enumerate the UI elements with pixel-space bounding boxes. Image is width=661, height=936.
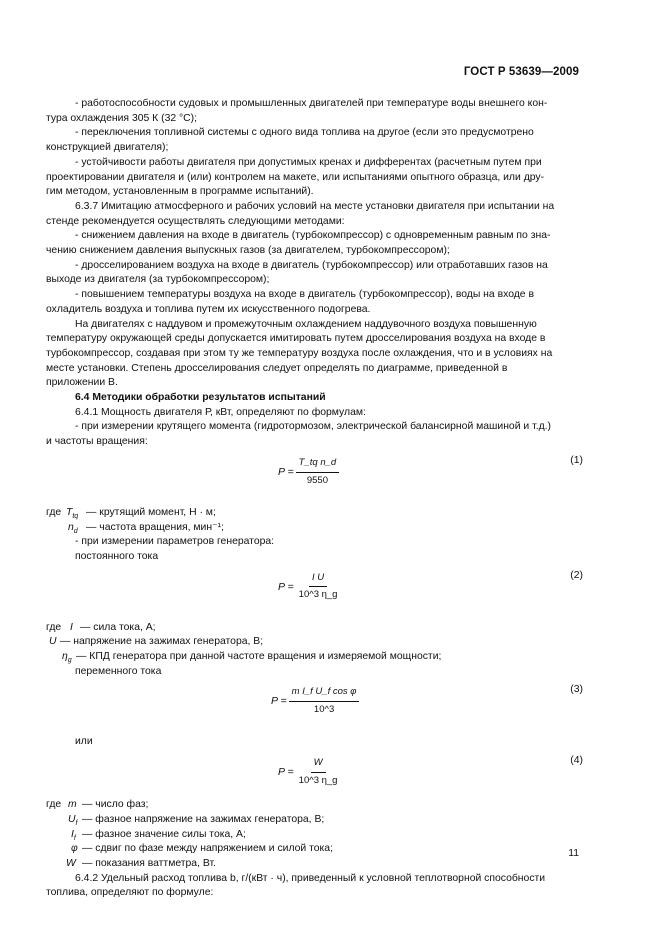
- method-1-line-1: - снижением давления на входе в двигатель (турбокомпрессор) с одновременным равным по зна-: [75, 230, 551, 242]
- method-3-line-1: - повышением температуры воздуха на входе в двигатель (турбокомпрессор), воды на входе в: [75, 289, 534, 301]
- bullet-3-line-3: гим методом, установленным в программе испытаний).: [46, 186, 314, 198]
- clause-6-4-2-line-2: топлива, определяют по формуле:: [46, 887, 214, 899]
- symbol-u: U: [49, 636, 57, 648]
- formula-3-number: (3): [570, 684, 583, 696]
- note-line-5: приложении В.: [46, 377, 118, 389]
- ac-label: переменного тока: [75, 665, 162, 677]
- clause-6-4-1: 6.4.1 Мощность двигателя Р, кВт, определяют по формулам:: [75, 406, 366, 418]
- formula-2-number: (2): [570, 569, 583, 581]
- symbol-if: $I_f$: [71, 828, 76, 842]
- symbol-ttq: $T_{tq}$: [66, 506, 79, 520]
- bullet-3-line-2: проектировании двигателя и (или) контролем на макете, или испытаниями опытного образца, или дру-: [46, 171, 545, 183]
- formula-2-expression: [278, 571, 342, 603]
- formula-1-expression: [278, 456, 341, 488]
- symbol-w: W: [66, 857, 76, 869]
- clause-6-4-2-line-1: 6.4.2 Удельный расход топлива b, г/(кВт · ч), приведенный к условной теплотворной способности: [75, 872, 546, 884]
- note-line-1: На двигателях с наддувом и промежуточным охлаждением наддувочного воздуха повышенную: [75, 318, 537, 330]
- formula-4-denominator: 10^3 η_g: [298, 774, 338, 786]
- formula-2-numerator: I U: [309, 571, 327, 588]
- generator-line: - при измерении параметров генератора:: [75, 536, 275, 548]
- formula-2: [46, 565, 583, 621]
- definition-eta: — КПД генератора при данной частоте вращения и измеряемой мощности;: [76, 651, 442, 663]
- method-2-line-1: - дросселированием воздуха на входе в двигатель (турбокомпрессор) или отработавших газов на: [75, 259, 548, 271]
- bullet-1-line-1: - работоспособности судовых и промышленных двигателей при температуре воды внешнего кон-: [75, 98, 548, 109]
- formula-4-lhs: P =: [278, 765, 294, 778]
- note-line-3: турбокомпрессор, создавая при этом ту же температуру воздуха после охлаждения, что и в условиях на: [46, 347, 553, 359]
- formula-3-expression: [271, 685, 361, 717]
- formula-4-expression: [278, 756, 342, 788]
- symbol-nd: $n_d$: [68, 521, 78, 535]
- method-3-line-2: охладитель воздуха и топлива путем их искусственного подогрева.: [46, 303, 371, 315]
- method-1-line-2: чению снижением давления выпускных газов (за двигателем, турбокомпрессором);: [46, 245, 450, 257]
- definition-w: — показания ваттметра, Вт.: [82, 857, 216, 869]
- bullet-2-line-2: конструкцией двигателя);: [46, 142, 169, 154]
- definition-m: — число фаз;: [82, 799, 149, 811]
- where-label-2: где: [46, 621, 62, 633]
- formula-4-number: (4): [570, 755, 583, 767]
- definition-phi: — сдвиг по фазе между напряжением и силой тока;: [82, 843, 333, 855]
- standard-header: ГОСТ Р 53639—2009: [463, 66, 579, 78]
- note-line-2: температуру окружающей среды допускается имитировать путем дросселирования воздуха на входе в: [46, 333, 546, 345]
- formula-1-definitions: [46, 506, 583, 535]
- symbol-m: m: [68, 799, 77, 811]
- formula-2-lhs: P =: [278, 580, 294, 593]
- definition-uf: — фазное напряжение на зажимах генератора, В;: [82, 813, 325, 825]
- clause-6-3-7-line-2: стенде рекомендуется осуществлять следующими методами:: [46, 215, 345, 227]
- bullet-1-line-2: тура охлаждения 305 К (32 °С);: [46, 112, 198, 124]
- formula-1-number: (1): [570, 454, 583, 466]
- torque-line-1: - при измерении крутящего момента (гидротормозом, электрической балансирной машиной и т.д.): [75, 421, 551, 433]
- definition-if: — фазное значение силы тока, А;: [82, 828, 246, 840]
- section-6-4-heading: 6.4 Методики обработки результатов испытаний: [75, 392, 326, 404]
- bullet-2-line-1: - переключения топливной системы с одного вида топлива на другое (если это предусмотрено: [75, 127, 534, 139]
- torque-line-2: и частоты вращения:: [46, 436, 148, 448]
- formula-3-denominator: 10^3: [313, 704, 335, 716]
- definition-i: — сила тока, А;: [80, 621, 156, 633]
- formula-4: [46, 750, 583, 798]
- where-label-3: где: [46, 799, 62, 811]
- definition-u: — напряжение на зажимах генератора, В;: [60, 636, 264, 648]
- formula-1-denominator: 9550: [306, 474, 328, 486]
- formula-3-4-definitions: [46, 798, 583, 871]
- formula-3: [46, 679, 583, 735]
- formula-1-numerator: T_tq n_d: [296, 456, 340, 473]
- symbol-phi: φ: [71, 843, 78, 855]
- clause-6-3-7-line-1: 6.3.7 Имитацию атмосферного и рабочих условий на месте установки двигателя при испытании на: [75, 200, 555, 212]
- formula-2-denominator: 10^3 η_g: [298, 589, 338, 601]
- bullet-3-line-1: - устойчивости работы двигателя при допустимых кренах и дифферентах (расчетным путем при: [75, 156, 542, 168]
- or-label: или: [75, 736, 93, 748]
- formula-3-numerator: m I_f U_f cos φ: [289, 685, 360, 702]
- symbol-i: I: [70, 621, 73, 633]
- document-body: [46, 97, 583, 901]
- formula-1: [46, 450, 583, 506]
- dc-label: постоянного тока: [75, 550, 159, 562]
- formula-2-definitions: [46, 621, 583, 665]
- formula-4-numerator: W: [311, 756, 326, 773]
- definition-nd: — частота вращения, мин⁻¹;: [86, 521, 224, 533]
- symbol-uf: $U_f$: [68, 813, 78, 827]
- where-label-1: где: [46, 506, 62, 518]
- formula-3-lhs: P =: [271, 695, 287, 708]
- method-2-line-2: выходе из двигателя (за турбокомпрессором);: [46, 274, 270, 286]
- formula-1-lhs: P =: [278, 465, 294, 478]
- note-line-4: месте установки. Степень дросселирования следует определять по диаграмме, приведенной в: [46, 362, 508, 374]
- symbol-eta: $\eta_g$: [62, 651, 72, 665]
- page-number: 11: [568, 848, 579, 859]
- definition-ttq: — крутящий момент, Н · м;: [86, 506, 216, 518]
